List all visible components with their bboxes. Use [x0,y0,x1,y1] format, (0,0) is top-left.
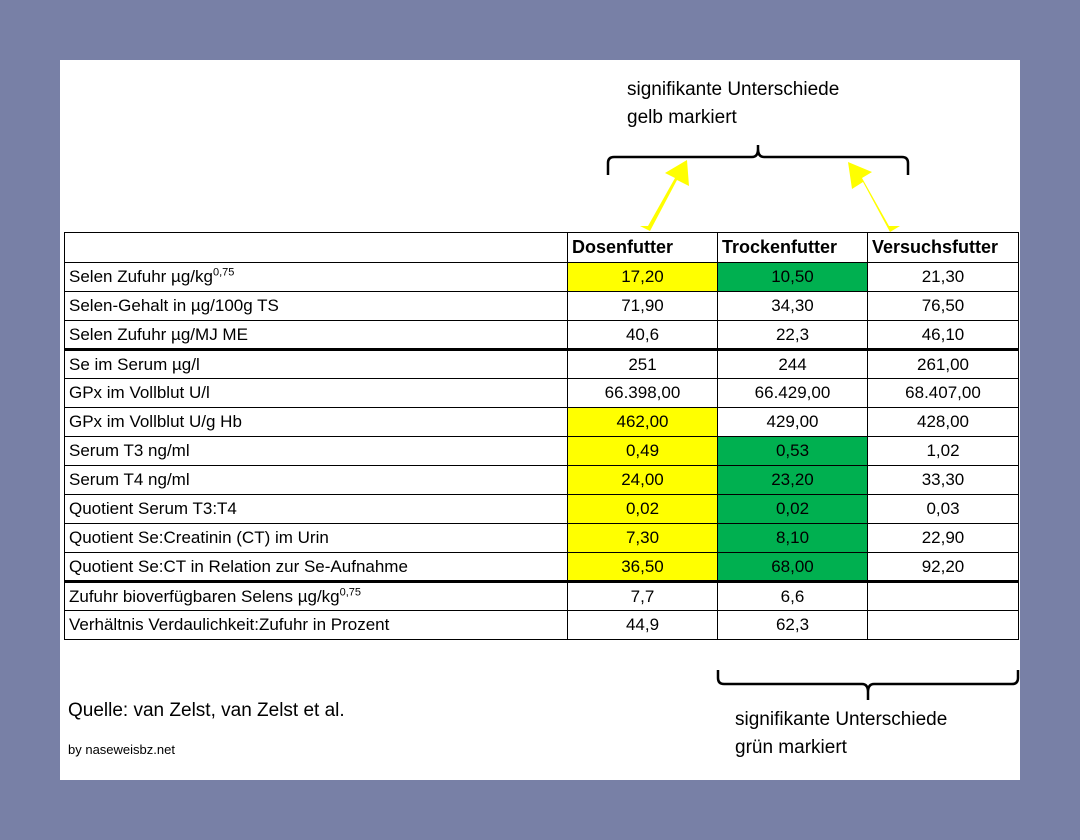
cell-versuchsfutter: 33,30 [868,466,1019,495]
cell-versuchsfutter: 1,02 [868,437,1019,466]
table-row [65,292,1019,321]
cell-dosenfutter: 17,20 [568,263,718,292]
cell-versuchsfutter: 46,10 [868,321,1019,350]
row-label-text: Quotient Se:Creatinin (CT) im Urin [69,528,329,547]
cell-dosenfutter: 71,90 [568,292,718,321]
row-label-text: GPx im Vollblut U/g Hb [69,412,242,431]
row-label-exponent: 0,75 [213,266,235,279]
row-label [65,611,568,640]
row-label [65,582,568,611]
selen-data-table [64,232,1019,640]
table-row [65,582,1019,611]
cell-trockenfutter: 244 [718,350,868,379]
row-label-text: Se im Serum µg/l [69,354,200,374]
cell-versuchsfutter: 92,20 [868,553,1019,582]
table-row [65,466,1019,495]
row-label [65,466,568,495]
cell-trockenfutter: 68,00 [718,553,868,582]
cell-versuchsfutter: 261,00 [868,350,1019,379]
row-label [65,292,568,321]
table-row [65,495,1019,524]
cell-trockenfutter: 429,00 [718,408,868,437]
cell-dosenfutter: 251 [568,350,718,379]
cell-versuchsfutter [868,582,1019,611]
row-label-text: Quotient Serum T3:T4 [69,499,237,518]
header-dosenfutter: Dosenfutter [568,233,718,263]
cell-dosenfutter: 44,9 [568,611,718,640]
row-label [65,495,568,524]
table-row [65,263,1019,292]
cell-trockenfutter: 34,30 [718,292,868,321]
row-label-text: Verhältnis Verdaulichkeit:Zufuhr in Prozent [69,615,390,634]
cell-versuchsfutter: 428,00 [868,408,1019,437]
row-label-text: Quotient Se:CT in Relation zur Se-Aufnahme [69,556,408,576]
cell-versuchsfutter: 21,30 [868,263,1019,292]
row-label [65,263,568,292]
cell-trockenfutter: 10,50 [718,263,868,292]
row-label [65,321,568,350]
cell-trockenfutter: 0,02 [718,495,868,524]
row-label [65,350,568,379]
cell-trockenfutter: 23,20 [718,466,868,495]
cell-versuchsfutter: 76,50 [868,292,1019,321]
cell-trockenfutter: 62,3 [718,611,868,640]
table-row [65,437,1019,466]
credit-line: by naseweisbz.net [68,742,175,757]
cell-versuchsfutter: 68.407,00 [868,379,1019,408]
cell-versuchsfutter: 0,03 [868,495,1019,524]
header-trockenfutter: Trockenfutter [718,233,868,263]
row-label [65,524,568,553]
annotation-yellow-line2: gelb markiert [627,107,737,128]
cell-dosenfutter: 0,49 [568,437,718,466]
table-row [65,524,1019,553]
table-row [65,611,1019,640]
row-label-exponent: 0,75 [339,585,362,598]
row-label [65,437,568,466]
table-header-row [65,233,1019,263]
annotation-green-note [735,706,947,762]
yellow-arrows [635,160,925,230]
annotation-green-line1: signifikante Unterschiede [735,709,948,730]
left-yellow-arrow-icon [640,160,689,231]
cell-trockenfutter: 6,6 [718,582,868,611]
row-label-text: GPx im Vollblut U/l [69,383,210,402]
cell-dosenfutter: 462,00 [568,408,718,437]
annotation-yellow-note [627,76,839,132]
table-row [65,379,1019,408]
row-label [65,379,568,408]
annotation-green-line2: grün markiert [735,737,847,758]
cell-dosenfutter: 7,7 [568,582,718,611]
cell-dosenfutter: 40,6 [568,321,718,350]
right-yellow-arrow-icon [848,162,900,232]
bottom-brace-icon [715,668,1025,708]
cell-versuchsfutter [868,611,1019,640]
cell-dosenfutter: 66.398,00 [568,379,718,408]
row-label-text: Selen-Gehalt in µg/100g TS [69,296,279,315]
table-row [65,408,1019,437]
document-sheet [60,60,1020,780]
cell-dosenfutter: 24,00 [568,466,718,495]
cell-dosenfutter: 0,02 [568,495,718,524]
header-versuchsfutter: Versuchsfutter [868,233,1019,263]
cell-dosenfutter: 36,50 [568,553,718,582]
cell-trockenfutter: 22,3 [718,321,868,350]
header-empty [65,233,568,263]
row-label-text: Zufuhr bioverfügbaren Selens µg/kg [69,586,340,606]
row-label [65,408,568,437]
cell-trockenfutter: 66.429,00 [718,379,868,408]
row-label-text: Selen Zufuhr µg/kg [69,267,213,286]
table-row [65,350,1019,379]
cell-trockenfutter: 0,53 [718,437,868,466]
table-row [65,553,1019,582]
row-label-text: Serum T4 ng/ml [69,470,190,489]
row-label-text: Selen Zufuhr µg/MJ ME [69,324,248,344]
table-row [65,321,1019,350]
cell-dosenfutter: 7,30 [568,524,718,553]
row-label-text: Serum T3 ng/ml [69,441,190,460]
row-label [65,553,568,582]
source-citation: Quelle: van Zelst, van Zelst et al. [68,700,345,721]
cell-trockenfutter: 8,10 [718,524,868,553]
cell-versuchsfutter: 22,90 [868,524,1019,553]
annotation-yellow-line1: signifikante Unterschiede [627,79,840,100]
